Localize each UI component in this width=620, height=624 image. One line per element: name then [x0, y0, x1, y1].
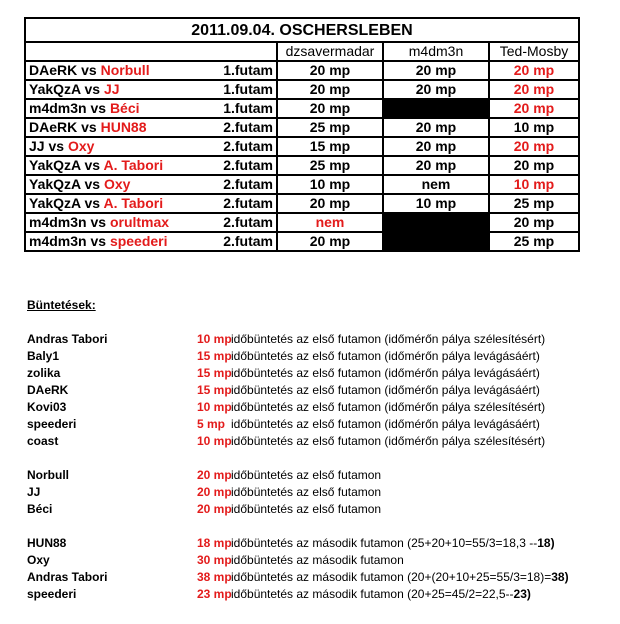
penalty-value-cell: 20 mp: [383, 118, 489, 137]
penalty-value-cell: 20 mp: [383, 80, 489, 99]
penalty-value-cell: 20 mp: [489, 99, 579, 118]
penalty-player: Béci: [27, 502, 53, 516]
penalty-amount: 10 mp: [197, 332, 232, 346]
penalty-value-cell: 25 mp: [277, 156, 383, 175]
race-number: 2.futam: [223, 157, 273, 173]
penalty-value-cell: 20 mp: [383, 156, 489, 175]
penalty-value-cell: 25 mp: [277, 118, 383, 137]
penalty-row: [27, 349, 607, 366]
vs-label: vs: [84, 176, 101, 192]
player-two: speederi: [109, 233, 168, 249]
match-cell: [25, 156, 277, 175]
match-cell: [25, 118, 277, 137]
table-row: [25, 137, 579, 156]
penalty-description: időbüntetés az második futamon (25+20+10=55/3=18,3 --: [231, 536, 538, 550]
penalty-row: [27, 536, 607, 553]
penalty-row: [27, 434, 607, 451]
penalty-value-cell: 20 mp: [277, 99, 383, 118]
table-row: [25, 99, 579, 118]
penalty-value-cell: 10 mp: [489, 175, 579, 194]
penalty-row: [27, 366, 607, 383]
penalty-description: időbüntetés az első futamon: [231, 468, 382, 482]
penalty-row: [27, 417, 607, 434]
penalty-amount: 20 mp: [197, 468, 232, 482]
penalty-description: időbüntetés az első futamon (időmérőn pálya levágásáért): [231, 383, 540, 397]
penalty-description: időbüntetés az első futamon (időmérőn pálya szélesítésért): [231, 434, 546, 448]
player-one: YakQzA: [29, 195, 81, 211]
race-title: 2011.09.04. OSCHERSLEBEN: [25, 18, 579, 42]
vs-label: vs: [81, 119, 97, 135]
race-number: 1.futam: [223, 100, 273, 116]
results-table: [24, 17, 580, 252]
penalty-description: időbüntetés az első futamon (időmérőn pálya levágásáért): [231, 366, 540, 380]
penalty-player: Norbull: [27, 468, 69, 482]
race-number: 2.futam: [223, 119, 273, 135]
table-row: [25, 194, 579, 213]
penalty-player: Kovi03: [27, 400, 67, 414]
penalty-value-cell: 20 mp: [489, 137, 579, 156]
header-blank: [25, 42, 277, 61]
race-number: 2.futam: [223, 195, 273, 211]
penalty-amount: 5 mp: [197, 417, 226, 431]
penalty-description: időbüntetés az második futamon (20+(20+10+25=55/3=18)=: [231, 570, 552, 584]
table-row: [25, 213, 579, 232]
col-header-m4dm3n: m4dm3n: [383, 42, 489, 61]
vs-label: vs: [84, 157, 101, 173]
penalty-player: speederi: [27, 417, 77, 431]
match-cell: [25, 175, 277, 194]
penalty-value-cell: 20 mp: [489, 213, 579, 232]
penalty-row: [27, 587, 607, 604]
penalty-amount: 38 mp: [197, 570, 232, 584]
player-one: m4dm3n: [29, 214, 87, 230]
penalty-value-cell: nem: [383, 175, 489, 194]
player-two: Oxy: [103, 176, 131, 192]
player-two: A. Tabori: [103, 195, 164, 211]
player-one: JJ: [29, 138, 45, 154]
vs-label: vs: [84, 81, 101, 97]
table-row: [25, 232, 579, 251]
penalty-player: JJ: [27, 485, 41, 499]
player-two: Oxy: [67, 138, 95, 154]
vs-label: vs: [81, 62, 97, 78]
player-one: m4dm3n: [29, 100, 87, 116]
col-header-ted-mosby: Ted-Mosby: [489, 42, 579, 61]
penalty-row: [27, 383, 607, 400]
table-row: [25, 118, 579, 137]
penalty-amount: 10 mp: [197, 434, 232, 448]
penalty-player: Baly1: [27, 349, 60, 363]
match-cell: [25, 80, 277, 99]
col-header-dzsavermadar: dzsavermadar: [277, 42, 383, 61]
match-cell: [25, 99, 277, 118]
penalty-amount: 30 mp: [197, 553, 232, 567]
penalty-result: 18): [537, 536, 555, 550]
penalty-result: 23): [513, 587, 531, 601]
penalty-description: időbüntetés az első futamon (időmérőn pálya szélesítésért): [231, 400, 546, 414]
player-two: A. Tabori: [103, 157, 164, 173]
penalty-row: [27, 553, 607, 570]
penalty-row: [27, 502, 607, 519]
penalty-result: 38): [551, 570, 569, 584]
penalty-description: időbüntetés az első futamon: [231, 502, 382, 516]
table-row: [25, 175, 579, 194]
vs-label: vs: [84, 195, 101, 211]
race-number: 2.futam: [223, 233, 273, 249]
match-cell: [25, 232, 277, 251]
penalty-value-cell: 10 mp: [383, 194, 489, 213]
penalty-player: HUN88: [27, 536, 67, 550]
penalties-heading: Büntetések:: [27, 298, 96, 312]
match-cell: [25, 194, 277, 213]
match-cell: [25, 213, 277, 232]
penalty-player: coast: [27, 434, 59, 448]
penalty-player: Andras Tabori: [27, 332, 108, 346]
blank-cell: [383, 232, 489, 251]
player-two: Béci: [109, 100, 140, 116]
penalty-amount: 10 mp: [197, 400, 232, 414]
penalty-value-cell: 20 mp: [383, 61, 489, 80]
player-one: YakQzA: [29, 157, 81, 173]
race-number: 2.futam: [223, 138, 273, 154]
penalty-amount: 18 mp: [197, 536, 232, 550]
penalty-player: Andras Tabori: [27, 570, 108, 584]
race-number: 2.futam: [223, 214, 273, 230]
penalty-player: zolika: [27, 366, 61, 380]
penalty-value-cell: nem: [277, 213, 383, 232]
penalty-amount: 23 mp: [197, 587, 232, 601]
race-number: 1.futam: [223, 81, 273, 97]
penalty-value-cell: 10 mp: [489, 118, 579, 137]
player-one: DAeRK: [29, 62, 78, 78]
penalty-row: [27, 485, 607, 502]
penalty-description: időbüntetés az második futamon (20+25=45/2=22,5--: [231, 587, 514, 601]
race-number: 1.futam: [223, 62, 273, 78]
penalty-description: időbüntetés az első futamon (időmérőn pálya levágásáért): [231, 417, 540, 431]
player-one: YakQzA: [29, 176, 81, 192]
player-one: YakQzA: [29, 81, 81, 97]
vs-label: vs: [90, 233, 107, 249]
player-one: m4dm3n: [29, 233, 87, 249]
penalty-value-cell: 20 mp: [489, 80, 579, 99]
penalty-value-cell: 10 mp: [277, 175, 383, 194]
penalty-row: [27, 468, 607, 485]
penalty-description: időbüntetés az első futamon: [231, 485, 382, 499]
penalty-value-cell: 25 mp: [489, 232, 579, 251]
penalty-value-cell: 20 mp: [489, 156, 579, 175]
penalty-player: speederi: [27, 587, 77, 601]
penalty-row: [27, 400, 607, 417]
penalty-amount: 15 mp: [197, 366, 232, 380]
penalty-amount: 15 mp: [197, 383, 232, 397]
penalty-player: DAeRK: [27, 383, 69, 397]
blank-cell: [383, 99, 489, 118]
player-two: orultmax: [109, 214, 170, 230]
penalty-description: időbüntetés az első futamon (időmérőn pálya szélesítésért): [231, 332, 546, 346]
penalty-value-cell: 20 mp: [277, 61, 383, 80]
penalty-row: [27, 570, 607, 587]
penalty-value-cell: 20 mp: [489, 61, 579, 80]
penalty-description: időbüntetés az első futamon (időmérőn pálya levágásáért): [231, 349, 540, 363]
penalty-value-cell: 20 mp: [383, 137, 489, 156]
player-one: DAeRK: [29, 119, 78, 135]
table-row: [25, 156, 579, 175]
penalty-value-cell: 20 mp: [277, 194, 383, 213]
penalty-value-cell: 15 mp: [277, 137, 383, 156]
match-cell: [25, 61, 277, 80]
table-row: [25, 61, 579, 80]
penalty-player: Oxy: [27, 553, 50, 567]
match-cell: [25, 137, 277, 156]
penalty-value-cell: 20 mp: [277, 232, 383, 251]
penalty-row: [27, 332, 607, 349]
player-two: JJ: [103, 81, 120, 97]
player-two: HUN88: [100, 119, 147, 135]
penalty-amount: 20 mp: [197, 485, 232, 499]
penalty-value-cell: 20 mp: [277, 80, 383, 99]
race-number: 2.futam: [223, 176, 273, 192]
penalty-value-cell: 25 mp: [489, 194, 579, 213]
table-row: [25, 80, 579, 99]
player-two: Norbull: [100, 62, 150, 78]
blank-cell: [383, 213, 489, 232]
penalty-amount: 20 mp: [197, 502, 232, 516]
vs-label: vs: [48, 138, 65, 154]
vs-label: vs: [90, 100, 107, 116]
penalty-description: időbüntetés az második futamon: [231, 553, 404, 567]
penalty-amount: 15 mp: [197, 349, 232, 363]
vs-label: vs: [90, 214, 107, 230]
